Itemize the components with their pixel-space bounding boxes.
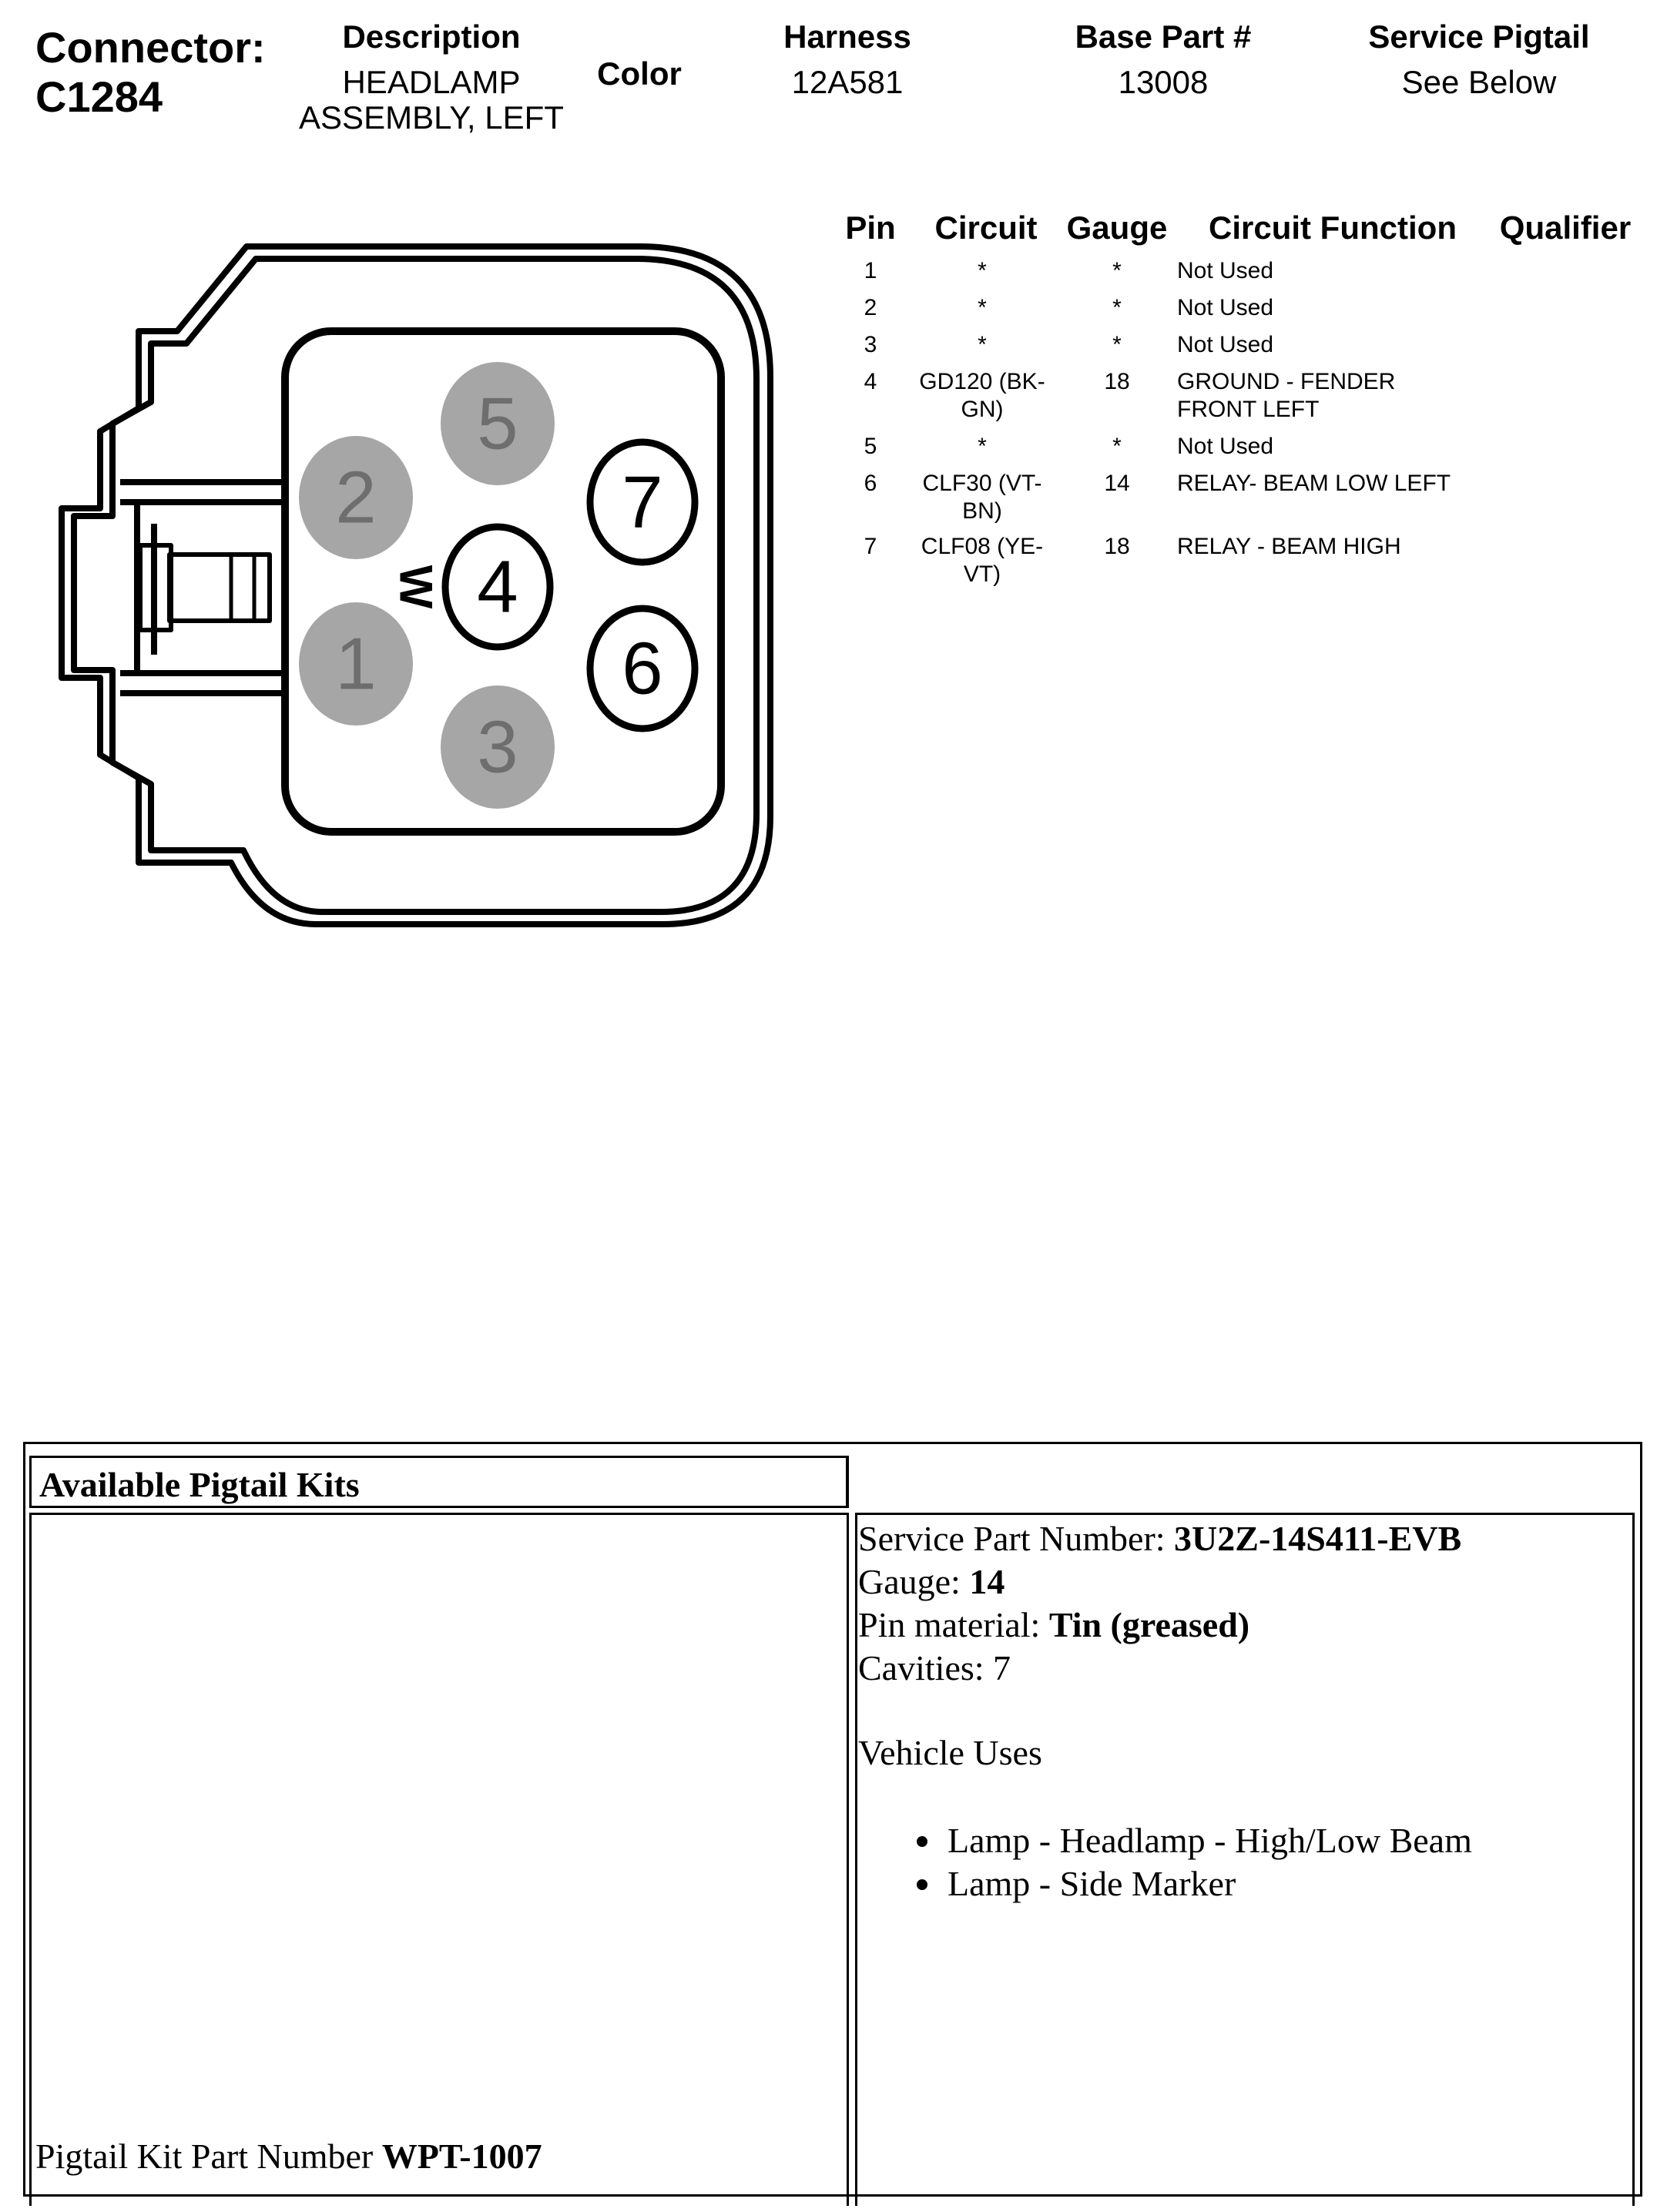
gauge-line xyxy=(858,1560,1461,1604)
gauge-label: Gauge: xyxy=(858,1562,970,1601)
base-part-label: Base Part # xyxy=(1075,18,1252,55)
description-line-1: HEADLAMP xyxy=(342,64,521,100)
pin-6 xyxy=(590,608,695,729)
function-cell: Not Used xyxy=(1177,258,1274,283)
pin-1-label: 1 xyxy=(335,622,377,705)
gauge-cell: 18 xyxy=(1104,534,1130,559)
circuit-line: * xyxy=(978,258,987,283)
pin-col-header: Pin xyxy=(845,209,896,246)
function-cell: RELAY- BEAM LOW LEFT xyxy=(1177,471,1451,496)
cavities-line xyxy=(858,1647,1461,1690)
connector-label: Connector: xyxy=(35,23,266,72)
gauge-cell: * xyxy=(1112,332,1122,357)
pin-number: 3 xyxy=(864,332,877,357)
pin-material-value: Tin (greased) xyxy=(1048,1605,1250,1644)
circuit-line: VT) xyxy=(963,561,1001,587)
circuit-line: * xyxy=(978,434,987,459)
vehicle-use-text: Lamp - Side Marker xyxy=(948,1864,1236,1903)
description-value xyxy=(262,63,601,137)
connector-title xyxy=(35,23,266,122)
connector-id: C1284 xyxy=(35,72,163,121)
pin-3 xyxy=(441,685,555,809)
circuit-cell xyxy=(901,257,1063,285)
pin-material-line xyxy=(858,1604,1461,1647)
pin-4-label: 4 xyxy=(477,545,518,628)
cavities-value: 7 xyxy=(993,1648,1011,1687)
pin-5 xyxy=(441,362,555,485)
pin-7 xyxy=(590,442,695,562)
gauge-value: 14 xyxy=(969,1562,1005,1601)
pin-number: 7 xyxy=(864,534,877,559)
kit-info xyxy=(858,1517,1461,1775)
pin-7-label: 7 xyxy=(622,461,663,544)
gauge-cell: 18 xyxy=(1104,369,1130,394)
harness-value: 12A581 xyxy=(791,64,904,100)
function-cell xyxy=(1177,368,1562,424)
list-item xyxy=(948,1862,1472,1905)
vehicle-uses-list xyxy=(948,1819,1472,1905)
pin-1 xyxy=(299,602,413,726)
pin-number: 2 xyxy=(864,295,877,320)
function-line: GROUND - FENDER xyxy=(1177,369,1396,394)
list-item xyxy=(948,1819,1472,1862)
service-part-label: Service Part Number: xyxy=(858,1519,1175,1558)
description-label: Description xyxy=(342,18,521,55)
gauge-cell: 14 xyxy=(1104,471,1130,496)
pin-3-label: 3 xyxy=(477,705,518,789)
function-cell: RELAY - BEAM HIGH xyxy=(1177,534,1401,559)
qualifier-col-header: Qualifier xyxy=(1499,209,1632,246)
service-part-line xyxy=(858,1517,1461,1560)
pin-5-label: 5 xyxy=(477,382,518,465)
pin-2-label: 2 xyxy=(335,456,377,539)
vehicle-uses-label: Vehicle Uses xyxy=(858,1733,1042,1772)
circuit-cell xyxy=(901,533,1063,588)
color-label: Color xyxy=(597,55,682,92)
kit-part-value: WPT-1007 xyxy=(381,2137,542,2176)
description-line-2: ASSEMBLY, LEFT xyxy=(299,99,564,136)
base-part-value: 13008 xyxy=(1118,64,1209,100)
pigtail-kit-part-number xyxy=(35,2135,542,2178)
pin-6-label: 6 xyxy=(622,627,663,710)
circuit-line: CLF08 (YE- xyxy=(921,534,1044,559)
connector-diagram xyxy=(54,231,809,947)
pigtail-kits-title: Available Pigtail Kits xyxy=(29,1456,849,1508)
bullet-icon xyxy=(917,1836,927,1847)
harness-label: Harness xyxy=(783,18,911,55)
circuit-cell xyxy=(901,368,1063,424)
gauge-cell: * xyxy=(1112,295,1122,320)
circuit-line: BN) xyxy=(962,498,1002,524)
pin-number: 5 xyxy=(864,434,877,459)
cavities-label: Cavities: xyxy=(858,1648,994,1687)
vehicle-use-text: Lamp - Headlamp - High/Low Beam xyxy=(948,1821,1472,1860)
service-pigtail-label: Service Pigtail xyxy=(1368,18,1590,55)
key-marker: W xyxy=(390,565,442,609)
pin-number: 1 xyxy=(864,258,877,283)
gauge-cell: * xyxy=(1112,258,1122,283)
service-part-value: 3U2Z-14S411-EVB xyxy=(1174,1519,1462,1558)
gauge-col-header: Gauge xyxy=(1066,209,1168,246)
circuit-cell xyxy=(901,433,1063,461)
circuit-line: CLF30 (VT- xyxy=(922,471,1042,496)
circuit-cell xyxy=(901,294,1063,322)
pigtail-kit-image-area xyxy=(29,1513,849,2206)
service-pigtail-value: See Below xyxy=(1401,64,1557,100)
circuit-cell xyxy=(901,331,1063,359)
circuit-line: * xyxy=(978,332,987,357)
kit-part-label: Pigtail Kit Part Number xyxy=(35,2137,382,2176)
circuit-col-header: Circuit xyxy=(934,209,1038,246)
function-line: FRONT LEFT xyxy=(1177,397,1320,422)
pin-material-label: Pin material: xyxy=(858,1605,1049,1644)
function-col-header: Circuit Function xyxy=(1209,209,1457,246)
bullet-icon xyxy=(917,1879,927,1890)
function-cell: Not Used xyxy=(1177,332,1274,357)
circuit-line: * xyxy=(978,295,987,320)
pin-2 xyxy=(299,436,413,559)
circuit-cell xyxy=(901,470,1063,525)
gauge-cell: * xyxy=(1112,434,1122,459)
pin-number: 4 xyxy=(864,369,877,394)
pin-number: 6 xyxy=(864,471,877,496)
pin-4 xyxy=(445,527,550,647)
circuit-line: GD120 (BK- xyxy=(919,369,1045,394)
function-cell: Not Used xyxy=(1177,434,1274,459)
circuit-line: GN) xyxy=(961,397,1004,422)
function-cell: Not Used xyxy=(1177,295,1274,320)
